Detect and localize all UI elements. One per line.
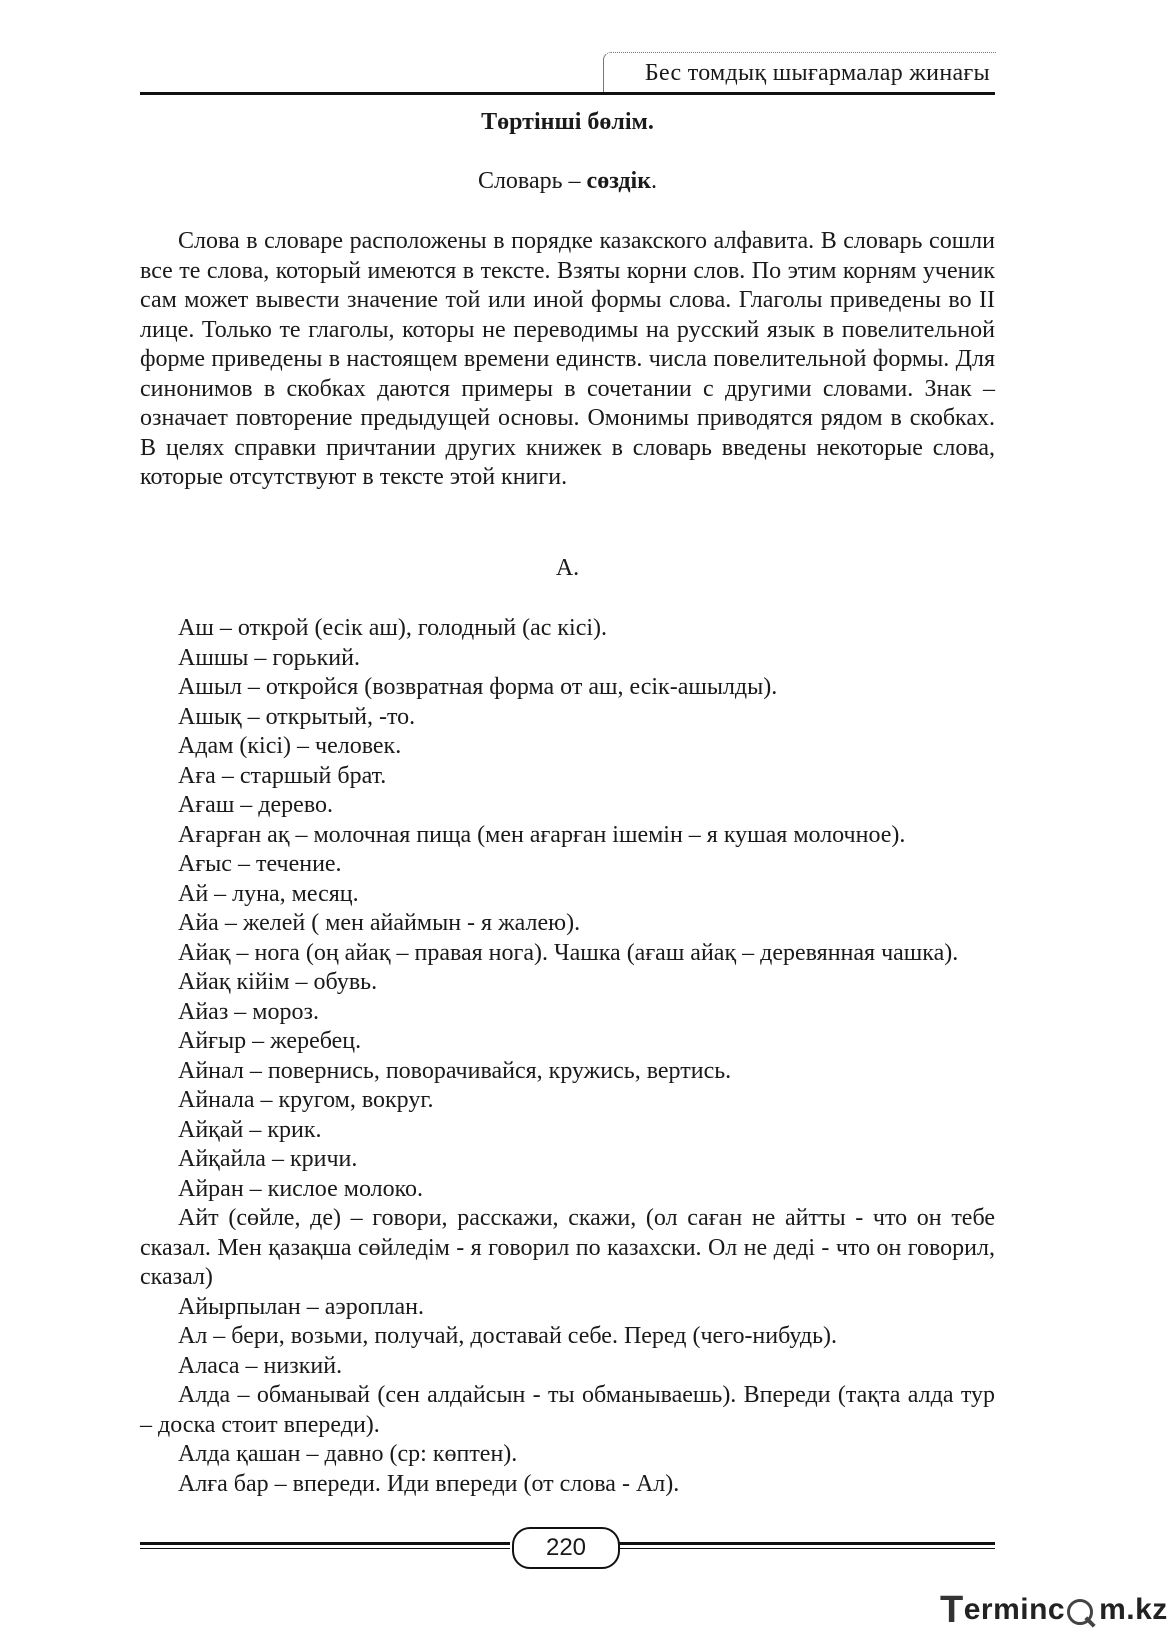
dictionary-entry: Аға – старшый брат. xyxy=(178,762,387,789)
watermark-text-middle: erminc xyxy=(963,1593,1066,1626)
footer-rule-right xyxy=(618,1542,995,1549)
page-number-badge xyxy=(512,1527,620,1569)
magnifier-icon xyxy=(1067,1599,1093,1625)
dictionary-entry: Ашық – открытый, -то. xyxy=(178,703,416,730)
header-rule xyxy=(140,92,995,95)
dictionary-entry: Ашыл – откройся (возвратная форма от аш, есік-ашылды). xyxy=(178,674,778,700)
dictionary-entry: Ағаш – дерево. xyxy=(178,792,333,818)
dictionary-entry: Алда қашан – давно (ср: көптен). xyxy=(178,1441,518,1467)
dictionary-entry: Ағарған ақ – молочная пища (мен ағарған ішемін – я кушая молочное). xyxy=(178,821,906,848)
dictionary-title xyxy=(140,168,995,195)
watermark-text-end: m.kz xyxy=(1099,1593,1168,1626)
dictionary-entry: Айнала – кругом, вокруг. xyxy=(178,1087,434,1113)
dictionary-entry: Адам (кісі) – человек. xyxy=(178,733,402,759)
dictionary-entry: Айран – кислое молоко. xyxy=(178,1175,424,1202)
dictionary-entry: Айақ кійім – обувь. xyxy=(178,969,378,995)
running-header-title: Бес томдық шығармалар жинағы xyxy=(644,60,990,86)
dictionary-entry: Айнал – повернись, поворачивайся, кружись, вертись. xyxy=(178,1057,732,1084)
section-title: Төртінші бөлім. xyxy=(481,109,654,135)
page-number: 220 xyxy=(545,1534,587,1561)
dictionary-entry: Ашшы – горький. xyxy=(178,644,360,671)
dictionary-title-suffix: . xyxy=(651,168,658,194)
site-watermark xyxy=(940,1590,1168,1630)
watermark-initial: T xyxy=(940,1588,964,1631)
dictionary-entry: Ал – бери, возьми, получай, доставай себе. Перед (чего-нибудь). xyxy=(178,1323,838,1349)
footer-rule-left xyxy=(140,1542,510,1549)
dictionary-entry: Айырпылан – аэроплан. xyxy=(178,1293,425,1320)
dictionary-entry: Алға бар – впереди. Иди впереди (от слова - Ал). xyxy=(178,1470,680,1497)
dictionary-entry: Айқайла – кричи. xyxy=(178,1146,358,1172)
dictionary-entry: Айқай – крик. xyxy=(178,1116,322,1143)
dictionary-entry: Айақ – нога (оң айақ – правая нога). Чашка (ағаш айақ – деревянная чашка). xyxy=(178,939,959,966)
dictionary-entry: Ай – луна, месяц. xyxy=(178,880,359,907)
dictionary-entry: Айғыр – жеребец. xyxy=(178,1028,362,1054)
dictionary-entry: Алда – обманывай (сен алдайсын - ты обманываешь). Впереди (тақта алда тур – доска стоит впереди). xyxy=(140,1382,995,1438)
dictionary-title-prefix: Словарь – xyxy=(477,168,587,194)
dictionary-entry: Аласа – низкий. xyxy=(178,1352,343,1379)
letter-heading: А. xyxy=(555,555,580,581)
dictionary-title-kazakh: сөздік xyxy=(586,168,652,194)
dictionary-entries xyxy=(140,614,995,1499)
dictionary-entry: Айаз – мороз. xyxy=(178,998,319,1025)
intro-paragraph: Слова в словаре расположены в порядке казакского алфавита. В словарь сошли все те слова, который имеются в тексте. Взяты корни слов. По этим корням ученик сам может вывести значение той или иной формы слова. Глаголы приведены во II лице. Только те глаголы, которы не переводимы на русский язык в повелительной форме приведены в настоящем времени единств. числа повелительной формы. Для синонимов в скобках даются примеры в сочетании с другими словами. Знак – означает повторение предыдущей основы. Омонимы приводятся рядом в скобках. В целях справки причтании других книжек в словарь введены некоторые слова, которые отсутствуют в тексте этой книги. xyxy=(140,228,995,490)
dictionary-entry: Ағыс – течение. xyxy=(178,851,342,877)
dictionary-entry: Айт (сөйле, де) – говори, расскажи, скажи, (ол саған не айтты - что он тебе сказал. Мен қазақша сөйледім - я говорил по казахски. Ол не деді - что он говорил, сказал) xyxy=(140,1205,995,1290)
dictionary-entry: Аш – открой (есік аш), голодный (ас кісі). xyxy=(178,615,608,641)
dictionary-entry: Айа – желей ( мен айаймын - я жалею). xyxy=(178,910,581,936)
